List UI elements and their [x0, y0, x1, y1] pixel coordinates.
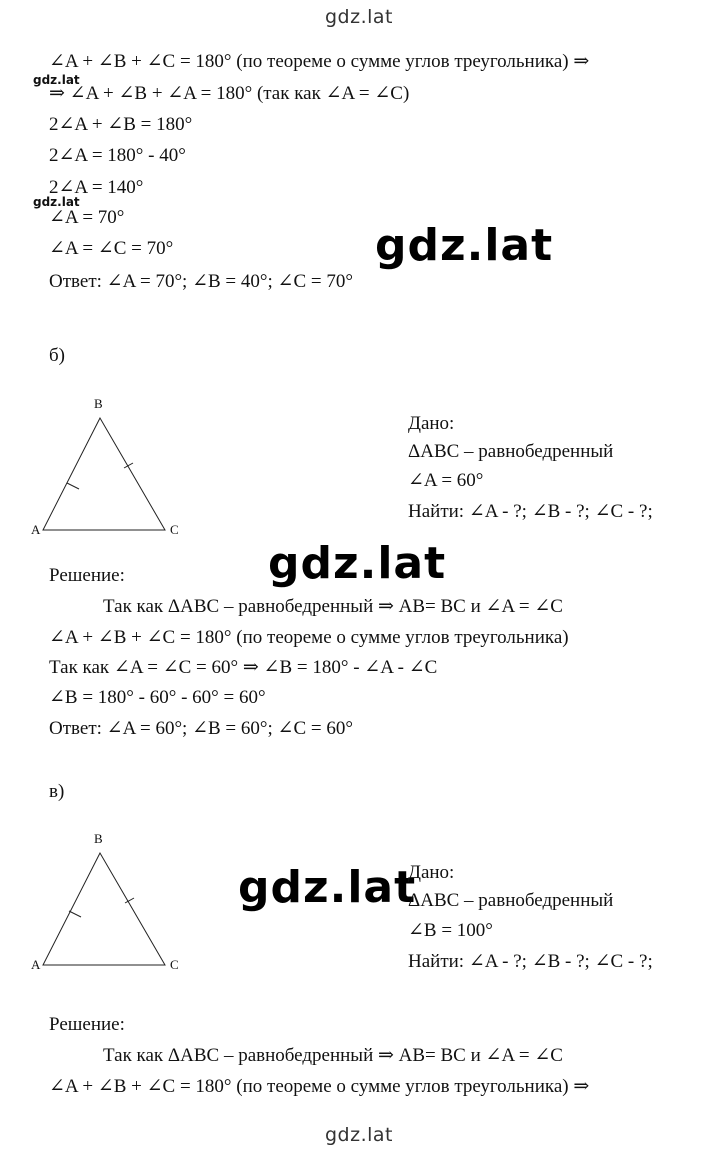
small-watermark: gdz.lat	[33, 195, 80, 209]
given-line: Дано:	[408, 413, 455, 434]
given-line: ∠B = 100°	[408, 920, 493, 941]
solution-line: Так как ΔABC – равнобедренный ⇒ AB= BC и ∠A = ∠C	[103, 1045, 563, 1066]
big-watermark: gdz.lat	[268, 538, 447, 589]
triangle-figure-b	[30, 390, 190, 540]
given-line: ΔABC – равнобедренный	[408, 441, 614, 462]
solution-line: Так как ∠A = ∠C = 60° ⇒ ∠B = 180° - ∠A - ∠C	[49, 657, 438, 678]
answer-line: Ответ: ∠A = 70°; ∠B = 40°; ∠C = 70°	[49, 271, 353, 292]
solution-line: ∠A + ∠B + ∠C = 180° (по теореме о сумме углов треугольника)	[49, 627, 569, 648]
vertex-label-a: A	[31, 522, 41, 537]
vertex-label-c: C	[170, 957, 179, 972]
triangle-figure-c	[30, 825, 190, 975]
solution-line: 2∠A = 140°	[49, 177, 144, 198]
solution-line: ⇒ ∠A + ∠B + ∠A = 180° (так как ∠A = ∠C)	[49, 83, 410, 104]
vertex-label-b: B	[94, 396, 103, 411]
solution-title: Решение:	[49, 1014, 125, 1035]
solution-line: ∠A = 70°	[49, 207, 125, 228]
big-watermark: gdz.lat	[375, 220, 554, 271]
given-line: ΔABC – равнобедренный	[408, 890, 614, 911]
part-b-marker: б)	[49, 345, 65, 366]
site-watermark-bottom: gdz.lat	[325, 1124, 394, 1146]
solution-line: 2∠A = 180° - 40°	[49, 145, 186, 166]
answer-line: Ответ: ∠A = 60°; ∠B = 60°; ∠C = 60°	[49, 718, 353, 739]
solution-line: ∠A + ∠B + ∠C = 180° (по теореме о сумме углов треугольника) ⇒	[49, 1076, 590, 1097]
vertex-label-c: C	[170, 522, 179, 537]
vertex-label-b: B	[94, 831, 103, 846]
given-line: ∠A = 60°	[408, 470, 484, 491]
small-watermark: gdz.lat	[33, 73, 80, 87]
vertex-label-a: A	[31, 957, 41, 972]
big-watermark: gdz.lat	[238, 862, 417, 913]
solution-line: Так как ΔABC – равнобедренный ⇒ AB= BC и ∠A = ∠C	[103, 596, 563, 617]
find-line: Найти: ∠A - ?; ∠B - ?; ∠C - ?;	[408, 501, 653, 522]
find-line: Найти: ∠A - ?; ∠B - ?; ∠C - ?;	[408, 951, 653, 972]
site-watermark-top: gdz.lat	[325, 6, 394, 28]
solution-line: ∠B = 180° - 60° - 60° = 60°	[49, 687, 266, 708]
solution-line: ∠A = ∠C = 70°	[49, 238, 174, 259]
solution-title: Решение:	[49, 565, 125, 586]
solution-line: ∠A + ∠B + ∠C = 180° (по теореме о сумме углов треугольника) ⇒	[49, 51, 590, 72]
given-line: Дано:	[408, 862, 455, 883]
part-c-marker: в)	[49, 781, 65, 802]
solution-line: 2∠A + ∠B = 180°	[49, 114, 193, 135]
